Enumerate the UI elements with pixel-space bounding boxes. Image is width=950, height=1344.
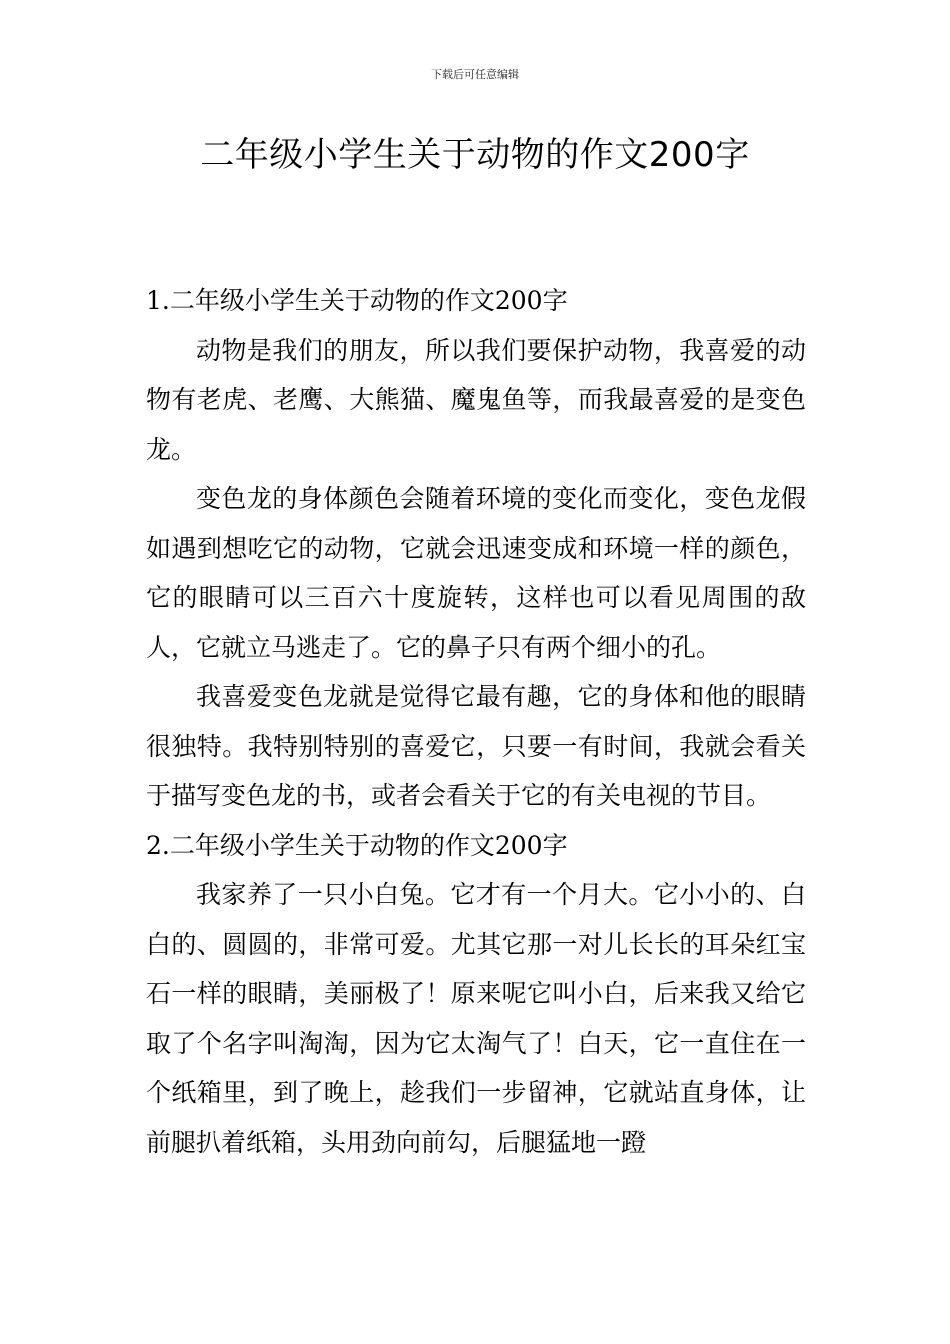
section-heading-2: 2.二年级小学生关于动物的作文200字	[146, 830, 568, 860]
header-note: 下载后可任意编辑	[431, 68, 519, 81]
document-body	[146, 276, 806, 1167]
paragraph: 动物是我们的朋友，所以我们要保护动物，我喜爱的动物有老虎、老鹰、大熊猫、魔鬼鱼等，而我最喜爱的是变色龙。	[146, 335, 806, 464]
page-title: 二年级小学生关于动物的作文200字	[200, 135, 750, 175]
paragraph: 我家养了一只小白兔。它才有一个月大。它小小的、白白的、圆圆的，非常可爱。尤其它那一对儿长长的耳朵红宝石一样的眼睛，美丽极了！原来呢它叫小白，后来我又给它取了个名字叫淘淘，因为它太淘气了！白天，它一直住在一个纸箱里，到了晚上，趁我们一步留神，它就站直身体，让前腿扒着纸箱，头用劲向前勾，后腿猛地一蹬	[146, 880, 806, 1157]
paragraph: 变色龙的身体颜色会随着环境的变化而变化，变色龙假如遇到想吃它的动物，它就会迅速变成和环境一样的颜色，它的眼睛可以三百六十度旋转，这样也可以看见周围的敌人，它就立马逃走了。它的鼻子只有两个细小的孔。	[146, 484, 806, 662]
section-heading-1: 1.二年级小学生关于动物的作文200字	[146, 286, 568, 315]
paragraph: 我喜爱变色龙就是觉得它最有趣，它的身体和他的眼睛很独特。我特别特别的喜爱它，只要一有时间，我就会看关于描写变色龙的书，或者会看关于它的有关电视的节目。	[146, 682, 806, 810]
